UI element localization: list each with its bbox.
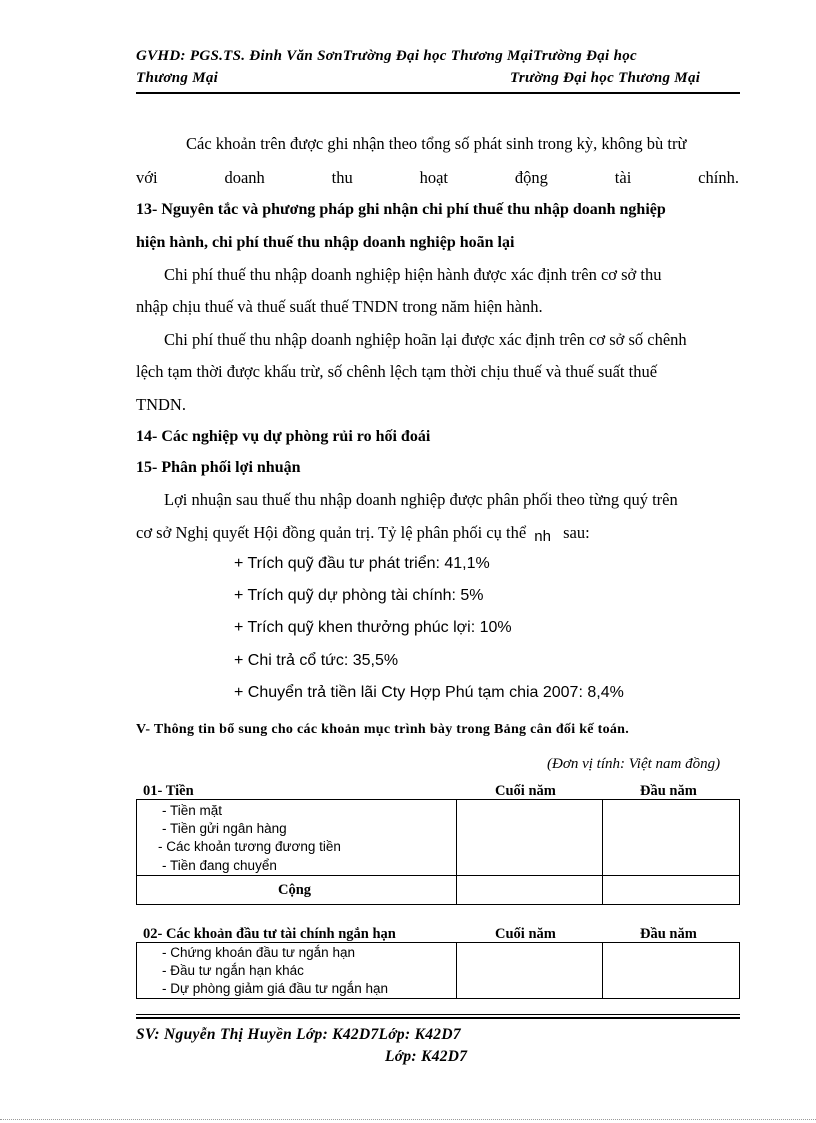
row-label: - Dự phòng giảm giá đầu tư ngắn hạn — [162, 981, 388, 996]
table-border — [602, 799, 603, 904]
row-label: - Các khoản tương đương tiền — [158, 839, 341, 854]
table-border — [739, 799, 740, 904]
paragraph-3-line-2: lệch tạm thời được khấu trừ, số chênh lệch tạm thời chịu thuế và thuế suất thuế — [136, 362, 658, 381]
bullet-item: + Trích quỹ đầu tư phát triển: 41,1% — [234, 555, 490, 572]
table-border — [136, 875, 740, 876]
row-label: - Tiền mặt — [162, 803, 223, 818]
bullet-item: + Trích quỹ khen thưởng phúc lợi: 10% — [234, 619, 512, 636]
table-border — [456, 942, 457, 998]
paragraph-4-line-2 — [136, 523, 590, 543]
table-border — [136, 799, 137, 904]
heading-15: 15- Phân phối lợi nhuận — [136, 459, 301, 476]
table-border — [136, 904, 740, 905]
bullet-item: + Chuyển trả tiền lãi Cty Hợp Phú tạm chia 2007: 8,4% — [234, 684, 624, 701]
page-edge — [0, 1119, 816, 1120]
paragraph-3-line-1: Chi phí thuế thu nhập doanh nghiệp hoãn lại được xác định trên cơ sở số chênh — [164, 330, 687, 349]
paragraph-2-line-1: Chi phí thuế thu nhập doanh nghiệp hiện hành được xác định trên cơ sở thu — [164, 265, 662, 284]
table-title: 02- Các khoản đầu tư tài chính ngắn hạn — [143, 926, 396, 942]
row-label: - Đầu tư ngắn hạn khác — [162, 963, 304, 978]
paragraph-4-line-1: Lợi nhuận sau thuế thu nhập doanh nghiệp được phân phối theo từng quý trên — [164, 490, 678, 509]
row-label: - Chứng khoán đầu tư ngắn hạn — [162, 945, 355, 960]
header-line-2-right: Trường Đại học Thương Mại — [510, 70, 701, 86]
column-header-begin: Đầu năm — [640, 926, 697, 942]
header-line-2-left: Thương Mại — [136, 70, 219, 86]
column-header-begin: Đầu năm — [640, 783, 697, 799]
table-border — [456, 799, 457, 904]
table-border — [136, 799, 740, 800]
word: tài — [614, 168, 632, 187]
paragraph-1-line-1: Các khoản trên được ghi nhận theo tổng số phát sinh trong kỳ, không bù trừ — [186, 134, 687, 153]
text-part: cơ sở Nghị quyết Hội đồng quản trị. Tỷ lệ phân phối cụ thể — [136, 523, 527, 542]
column-header-end: Cuối năm — [495, 783, 556, 799]
word: hoạt — [419, 168, 449, 187]
word: chính. — [698, 168, 739, 187]
text-part: sau: — [563, 523, 590, 542]
bullet-item: + Trích quỹ dự phòng tài chính: 5% — [234, 587, 484, 604]
paragraph-2-line-2: nhập chịu thuế và thuế suất thuế TNDN trong năm hiện hành. — [136, 297, 543, 316]
footer-line-2: Lớp: K42D7 — [385, 1048, 468, 1065]
table-border — [136, 942, 137, 998]
total-label: Cộng — [278, 882, 312, 898]
bullet-item: + Chi trả cổ tức: 35,5% — [234, 652, 399, 669]
word: doanh — [224, 168, 265, 187]
row-label: - Tiền gửi ngân hàng — [162, 821, 287, 836]
table-border — [136, 998, 740, 999]
row-label: - Tiền đang chuyển — [162, 858, 277, 873]
heading-13-line-2: hiện hành, chi phí thuế thu nhập doanh nghiệp hoãn lại — [136, 234, 515, 251]
table-title: 01- Tiền — [143, 783, 194, 799]
footer-line-1: SV: Nguyễn Thị Huyền Lớp: K42D7Lớp: K42D7 — [136, 1026, 461, 1043]
table-border — [739, 942, 740, 998]
header-rule — [136, 92, 740, 94]
header-line-1: GVHD: PGS.TS. Đinh Văn SơnTrường Đại học Thương MạiTrường Đại học — [136, 48, 637, 64]
heading-13-line-1: 13- Nguyên tắc và phương pháp ghi nhận chi phí thuế thu nhập doanh nghiệp — [136, 201, 666, 218]
word: động — [514, 168, 548, 187]
footer-rule-thick — [136, 1017, 740, 1019]
word: với — [136, 168, 158, 187]
column-header-end: Cuối năm — [495, 926, 556, 942]
table-border — [136, 942, 740, 943]
section-v-title: V- Thông tin bổ sung cho các khoản mục trình bày trong Bảng cân đối kế toán. — [136, 722, 630, 737]
word: thu — [331, 168, 353, 187]
paragraph-3-line-3: TNDN. — [136, 395, 186, 414]
paragraph-1-line-2 — [136, 168, 739, 188]
footer-rule-thin — [136, 1014, 740, 1015]
unit-note: (Đơn vị tính: Việt nam đồng) — [547, 756, 721, 772]
text-part: nh — [534, 528, 551, 545]
table-border — [602, 942, 603, 998]
heading-14: 14- Các nghiệp vụ dự phòng rủi ro hối đoái — [136, 428, 431, 445]
